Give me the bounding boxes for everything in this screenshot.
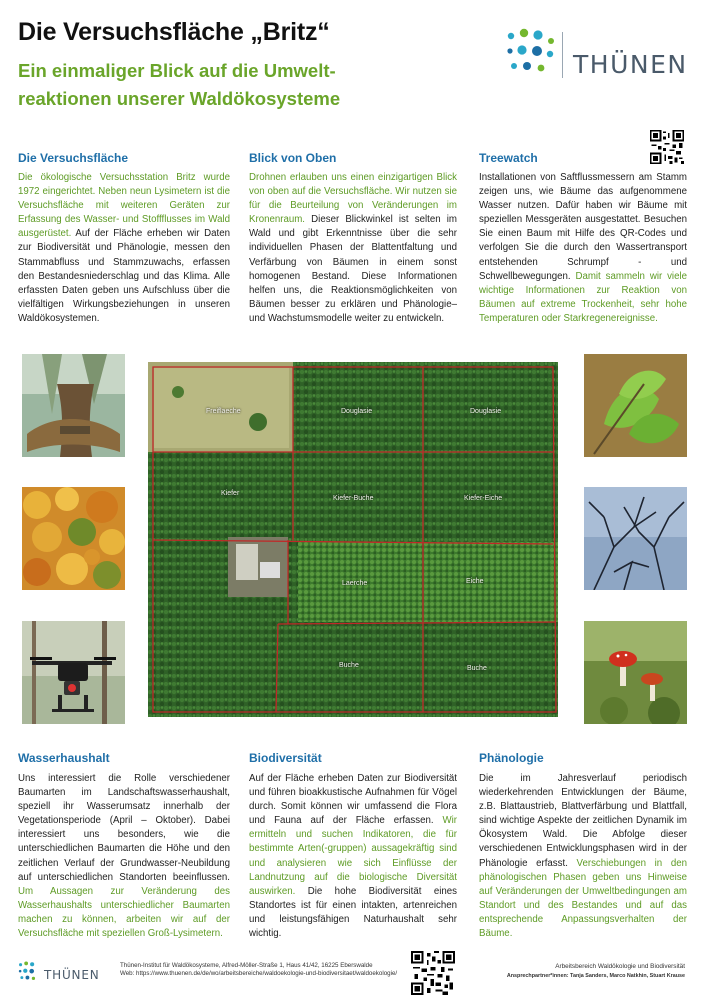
footer-department: Arbeitsbereich Waldökologie und Biodiversität [555, 963, 685, 970]
bio-text-black-1: Auf der Fläche erheben Daten zur Biodiversität und führen bioakkustische Aufnahmen für Vögel durch. Somit können wir umfassend die Flora und Fauna auf der Fläche erfassen. [249, 773, 457, 827]
footer-department-block [465, 963, 685, 980]
logo-text: THÜNEN [573, 50, 688, 79]
blick-text-green: Drohnen erlauben uns einen einzigartigen Blick von oben auf die Versuchsfläche. Wir nutzen sie für die Beurteilung von Veränderungen im Kronenraum. [249, 172, 457, 226]
treewatch-qr-code[interactable] [650, 130, 684, 164]
section-heading-phaenologie: Phänologie [479, 751, 544, 765]
wasser-text-black: Uns interessiert die Rolle verschiedener Baumarten im Landschaftswasserhaushalt, speziell ihr Wasserumsatz innerhalb der Vegetationsperiode (April – Oktober). Dabei interessiert uns besonders, wie die unterschiedlichen Baumarten die Höhe und den zeitlichen Verlauf der Grundwasser-Neubildung auf unterschiedlichen Standorten beeinflussen. [18, 773, 230, 883]
footer-logo-text: THÜNEN [44, 968, 100, 982]
section-text-biodiversitaet [249, 772, 457, 941]
bio-text-black-2: Die hohe Biodiversität eines Standortes ist für einen intakten, artenreichen und leistungsfähigen Naturhaushalt sehr wichtig. [249, 885, 457, 940]
section-text-versuchsflaeche [18, 171, 230, 326]
section-text-phaenologie [479, 772, 687, 941]
section-text-treewatch [479, 171, 687, 326]
footer-thuenen-logo [18, 960, 98, 988]
plot-label-kiefer-buche: Kiefer-Buche [333, 495, 374, 502]
photo-beech-leaves [584, 354, 687, 457]
footer-address: Thünen-Institut für Waldökosysteme, Alfred-Möller-Straße 1, Haus 41/42, 16225 Eberswalde [120, 962, 373, 969]
footer-contacts: Ansprechpartner*innen: Tanja Sanders, Marco Natkhin, Stuart Krause [506, 972, 685, 979]
subtitle-line-1: Ein einmaliger Blick auf die Umwelt- [18, 60, 336, 81]
footer-logo-dots-icon [18, 960, 42, 984]
versuchsflaeche-text-black: Auf der Fläche erheben wir Daten zur Biodiversität und Phänologie, messen den Stammabfluss und Stammzuwachs, erfassen den Bestandesniederschlag und das Klima. Alle erfassten Daten geben uns Aufschluss über die vielfältigen Wirkungsbeziehungen in unseren Waldökosystemen. [18, 228, 230, 324]
section-text-wasserhaushalt [18, 772, 230, 941]
wasser-text-green: Um Aussagen zur Veränderung des Wasserhaushalts unterschiedlicher Baumarten machen zu können, arbeiten wir auf der Versuchsfläche mit speziellen Groß-Lysimetern. [18, 885, 230, 940]
photo-bare-tree-crowns [584, 487, 687, 590]
plot-label-douglasie-1: Douglasie [341, 408, 373, 415]
plot-label-freiflaeche: Freiflaeche [206, 408, 241, 415]
phaeno-text-green: Verschiebungen in den phänologischen Phasen geben uns Hinweise auf Veränderungen der Umweltbedingungen am Standort und des Bestandes und auf das entsprechende Anpassungsverhalten der Bäume. [479, 857, 687, 940]
photo-autumn-canopy [22, 487, 125, 590]
section-text-blick [249, 171, 457, 326]
blick-text-black: Dieser Blickwinkel ist selten im Wald und gibt Erkenntnisse über die sehr individuellen Phasen der Blattentfaltung und Verfärbung von Bäumen in einem sonst homogenen Bestand. Diese Informationen helfen uns, die Reaktionsmöglichkeiten von Bäumen besser zu erklären und Phänologie– und Wachstumsmodelle weiter zu entwickeln. [249, 214, 457, 324]
section-heading-blick: Blick von Oben [249, 151, 337, 165]
plot-label-kiefer-eiche: Kiefer-Eiche [464, 495, 503, 502]
logo-dots-icon [505, 28, 561, 78]
footer-qr-code[interactable] [411, 951, 455, 995]
logo-divider [562, 32, 563, 78]
plot-label-kiefer: Kiefer [221, 490, 240, 497]
treewatch-text-black: Installationen von Saftflussmessern am Stamm zeigen uns, wie Bäume das aufgenommene Wasser nutzen. Dafür haben wir Bäume mit speziellen Messgeräten ausgestattet. Besuchen Sie einen Baum mit Hilfe des QR-Codes und verfolgen Sie die durch den Wassertransport entstehenden Schrumpf - und Schwellbewegungen. [479, 172, 687, 282]
photo-drone [22, 621, 125, 724]
thuenen-logo [505, 28, 688, 79]
plot-label-buche: Buche [339, 662, 359, 669]
photo-fly-agaric-mushrooms [584, 621, 687, 724]
aerial-plot-map [148, 362, 558, 717]
poster-title: Die Versuchsfläche „Britz“ [18, 18, 330, 46]
plot-label-buche-2: Buche [467, 665, 487, 672]
section-heading-versuchsflaeche: Die Versuchsfläche [18, 151, 129, 165]
section-heading-wasserhaushalt: Wasserhaushalt [18, 751, 110, 765]
footer-address-block [120, 962, 405, 979]
plot-label-laerche: Laerche [342, 580, 368, 587]
versuchsflaeche-text-green: Die ökologische Versuchsstation Britz wurde 1972 eingerichtet. Neben neun Lysimetern ist die Versuchsfläche mit weiteren Geräten zur Erfassung des Wasser- und Stoffflusses im Wald ausgerüstet. [18, 172, 230, 240]
poster-subtitle [18, 57, 398, 113]
section-heading-biodiversitaet: Biodiversität [249, 751, 322, 765]
plot-label-douglasie-2: Douglasie [470, 408, 502, 415]
phaeno-text-black: Die im Jahresverlauf periodisch wiederkehrenden Entwicklungen der Bäume, z.B. Blattaustrieb, Blattverfärbung und Blattfall, sind wichtige Aspekte der zeitlichen Dynamik im Ökosystem Wald. Die Abfolge dieser verschiedenen Entwicklungsphasen wird in der Phänologie erfasst. [479, 773, 687, 869]
plot-label-eiche: Eiche [466, 578, 484, 585]
subtitle-line-2: reaktionen unserer Waldökosysteme [18, 88, 341, 109]
treewatch-text-green: Damit sammeln wir viele wichtige Informationen zur Reaktion von Bäumen auf extreme Trockenheit, sehr hohe Temperaturen oder Starkregenereignisse. [479, 270, 688, 324]
footer-web-link[interactable]: Web: https://www.thuenen.de/de/wo/arbeitsbereiche/waldoekologie-und-biodiversitaet/waldoekologie/ [120, 970, 398, 978]
section-heading-treewatch: Treewatch [479, 151, 538, 165]
bio-text-green: Wir ermitteln und suchen Indikatoren, die für bestimmte Arten(-gruppen) aussagekräftig sind und analysieren wie sich Einflüsse der Landnutzung auf die biologische Diversität auswirken. [249, 815, 457, 897]
photo-tree-trunk-instrument [22, 354, 125, 457]
